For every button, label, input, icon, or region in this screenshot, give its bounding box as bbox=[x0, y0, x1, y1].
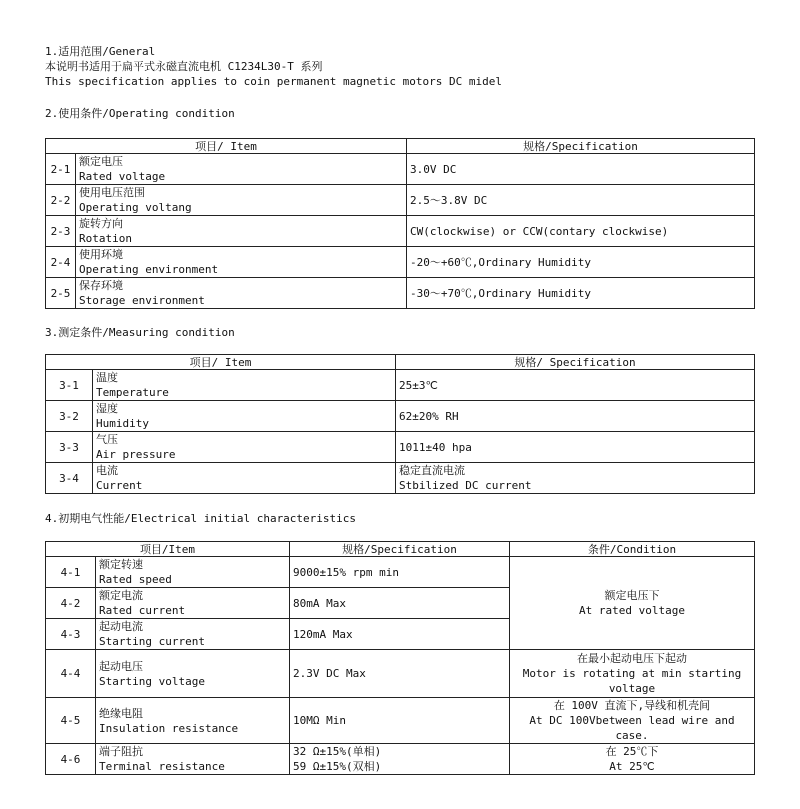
row-number: 3-2 bbox=[46, 401, 93, 432]
item-en: Current bbox=[96, 479, 143, 492]
operating-condition-table bbox=[45, 138, 755, 309]
item-cell bbox=[76, 216, 407, 247]
row-number: 2-1 bbox=[46, 154, 76, 185]
spec-line: 32 Ω±15%(单相) bbox=[293, 745, 382, 758]
table-row bbox=[46, 370, 755, 401]
col-item-header: 项目/ Item bbox=[46, 355, 396, 370]
table-row bbox=[46, 154, 755, 185]
row-number: 4-5 bbox=[46, 698, 96, 744]
item-en: Rated speed bbox=[99, 573, 172, 586]
section3-heading: 3.测定条件/Measuring condition bbox=[45, 326, 235, 339]
section1-line-en: This specification applies to coin permanent magnetic motors DC midel bbox=[45, 75, 502, 88]
spec-line: 稳定直流电流 bbox=[399, 464, 465, 477]
item-cell bbox=[76, 185, 407, 216]
spec-cell: 9000±15% rpm min bbox=[290, 557, 510, 588]
section4-heading: 4.初期电气性能/Electrical initial characteristics bbox=[45, 512, 357, 525]
item-cn: 旋转方向 bbox=[79, 217, 123, 230]
item-cn: 电流 bbox=[96, 464, 118, 477]
condition-line: Motor is rotating at min starting bbox=[522, 667, 742, 680]
table-header-row bbox=[46, 355, 755, 370]
item-cn: 额定电压 bbox=[79, 155, 123, 168]
spec-cell: 2.5～3.8V DC bbox=[407, 185, 755, 216]
spec-line: 62±20% RH bbox=[399, 409, 459, 423]
item-cn: 使用电压范围 bbox=[79, 186, 145, 199]
condition-cell bbox=[510, 744, 755, 775]
spec-cell bbox=[396, 432, 755, 463]
item-en: Storage environment bbox=[79, 294, 205, 307]
item-en: Operating environment bbox=[79, 263, 219, 276]
condition-cell bbox=[510, 698, 755, 744]
item-en: Temperature bbox=[96, 386, 169, 399]
rated-condition-cell bbox=[510, 557, 755, 650]
condition-line: voltage bbox=[608, 682, 656, 695]
item-cell bbox=[96, 588, 290, 619]
spec-cell bbox=[396, 370, 755, 401]
section1-line-cn: 本说明书适用于扁平式永磁直流电机 C1234L30-T 系列 bbox=[45, 60, 323, 73]
measuring-condition-table bbox=[45, 354, 755, 494]
item-cell bbox=[96, 557, 290, 588]
spec-line-2: 59 Ω±15%(双相) bbox=[293, 760, 382, 773]
condition-line: At DC 100Vbetween lead wire and case. bbox=[529, 714, 735, 742]
row-number: 2-3 bbox=[46, 216, 76, 247]
row-number: 4-6 bbox=[46, 744, 96, 775]
table-header-row bbox=[46, 542, 755, 557]
row-number: 4-2 bbox=[46, 588, 96, 619]
row-number: 2-4 bbox=[46, 247, 76, 278]
item-en: Insulation resistance bbox=[99, 721, 239, 735]
item-cell bbox=[76, 278, 407, 309]
spec-line: 25±3℃ bbox=[399, 378, 438, 392]
section2-heading: 2.使用条件/Operating condition bbox=[45, 107, 235, 120]
item-cell bbox=[96, 650, 290, 698]
item-cell bbox=[93, 401, 396, 432]
condition-cell bbox=[510, 650, 755, 698]
table-header-row bbox=[46, 139, 755, 154]
row-number: 2-2 bbox=[46, 185, 76, 216]
item-cell bbox=[96, 698, 290, 744]
row-number: 4-1 bbox=[46, 557, 96, 588]
item-cell bbox=[96, 619, 290, 650]
table-row bbox=[46, 216, 755, 247]
spec-cell: 120mA Max bbox=[290, 619, 510, 650]
spec-line-2: Stbilized DC current bbox=[399, 479, 532, 492]
item-cn: 端子阻抗 bbox=[99, 745, 143, 758]
item-cn: 额定电流 bbox=[99, 589, 143, 602]
spec-cell: 2.3V DC Max bbox=[290, 650, 510, 698]
table-row bbox=[46, 247, 755, 278]
rated-condition-en: At rated voltage bbox=[579, 604, 685, 617]
item-en: Rated current bbox=[99, 604, 186, 617]
col-spec-header: 规格/Specification bbox=[290, 542, 510, 557]
item-en: Humidity bbox=[96, 417, 149, 430]
spec-cell: CW(clockwise) or CCW(contary clockwise) bbox=[407, 216, 755, 247]
condition-line: 在 100V 直流下,导线和机壳间 bbox=[553, 699, 711, 712]
spec-cell bbox=[396, 463, 755, 494]
item-en: Operating voltang bbox=[79, 201, 192, 214]
item-cn: 温度 bbox=[96, 371, 118, 384]
item-en: Air pressure bbox=[96, 448, 176, 461]
row-number: 4-3 bbox=[46, 619, 96, 650]
row-number: 3-1 bbox=[46, 370, 93, 401]
item-cn: 使用环境 bbox=[79, 248, 123, 261]
item-cell bbox=[93, 432, 396, 463]
table-row bbox=[46, 650, 755, 698]
item-en: Rated voltage bbox=[79, 170, 166, 183]
table-row bbox=[46, 401, 755, 432]
table-row bbox=[46, 557, 755, 588]
row-number: 3-3 bbox=[46, 432, 93, 463]
item-cn: 起动电压 bbox=[99, 659, 143, 673]
item-cell bbox=[96, 744, 290, 775]
condition-line: At 25℃ bbox=[609, 760, 655, 773]
spec-line: 1011±40 hpa bbox=[399, 440, 472, 454]
item-cn: 气压 bbox=[96, 433, 118, 446]
row-number: 3-4 bbox=[46, 463, 93, 494]
col-spec-header: 规格/ Specification bbox=[396, 355, 755, 370]
row-number: 2-5 bbox=[46, 278, 76, 309]
spec-cell: 80mA Max bbox=[290, 588, 510, 619]
rated-condition-cn: 额定电压下 bbox=[604, 589, 660, 602]
item-cell bbox=[93, 370, 396, 401]
item-cn: 起动电流 bbox=[99, 620, 143, 633]
table-row bbox=[46, 698, 755, 744]
electrical-characteristics-table bbox=[45, 541, 755, 775]
item-en: Starting current bbox=[99, 635, 205, 648]
spec-cell: -30～+70℃,Ordinary Humidity bbox=[407, 278, 755, 309]
item-en: Terminal resistance bbox=[99, 760, 225, 773]
item-cn: 绝缘电阻 bbox=[99, 706, 143, 720]
table-row bbox=[46, 278, 755, 309]
section1-heading: 1.适用范围/General bbox=[45, 45, 156, 58]
table-row bbox=[46, 463, 755, 494]
col-cond-header: 条件/Condition bbox=[510, 542, 755, 557]
spec-cell: 10MΩ Min bbox=[290, 698, 510, 744]
spec-cell bbox=[396, 401, 755, 432]
row-number: 4-4 bbox=[46, 650, 96, 698]
item-cell bbox=[76, 154, 407, 185]
spec-cell: 3.0V DC bbox=[407, 154, 755, 185]
condition-line: 在最小起动电压下起动 bbox=[577, 652, 687, 665]
item-en: Rotation bbox=[79, 232, 132, 245]
spec-cell bbox=[290, 744, 510, 775]
condition-line: 在 25℃下 bbox=[605, 745, 659, 758]
col-item-header: 项目/Item bbox=[46, 542, 290, 557]
spec-cell: -20～+60℃,Ordinary Humidity bbox=[407, 247, 755, 278]
table-row bbox=[46, 432, 755, 463]
item-cell bbox=[93, 463, 396, 494]
table-row bbox=[46, 744, 755, 775]
item-cell bbox=[76, 247, 407, 278]
item-cn: 湿度 bbox=[96, 402, 118, 415]
table-row bbox=[46, 185, 755, 216]
col-spec-header: 规格/Specification bbox=[407, 139, 755, 154]
item-cn: 保存环境 bbox=[79, 279, 123, 292]
item-en: Starting voltage bbox=[99, 674, 205, 688]
col-item-header: 项目/ Item bbox=[46, 139, 407, 154]
item-cn: 额定转速 bbox=[99, 558, 143, 571]
